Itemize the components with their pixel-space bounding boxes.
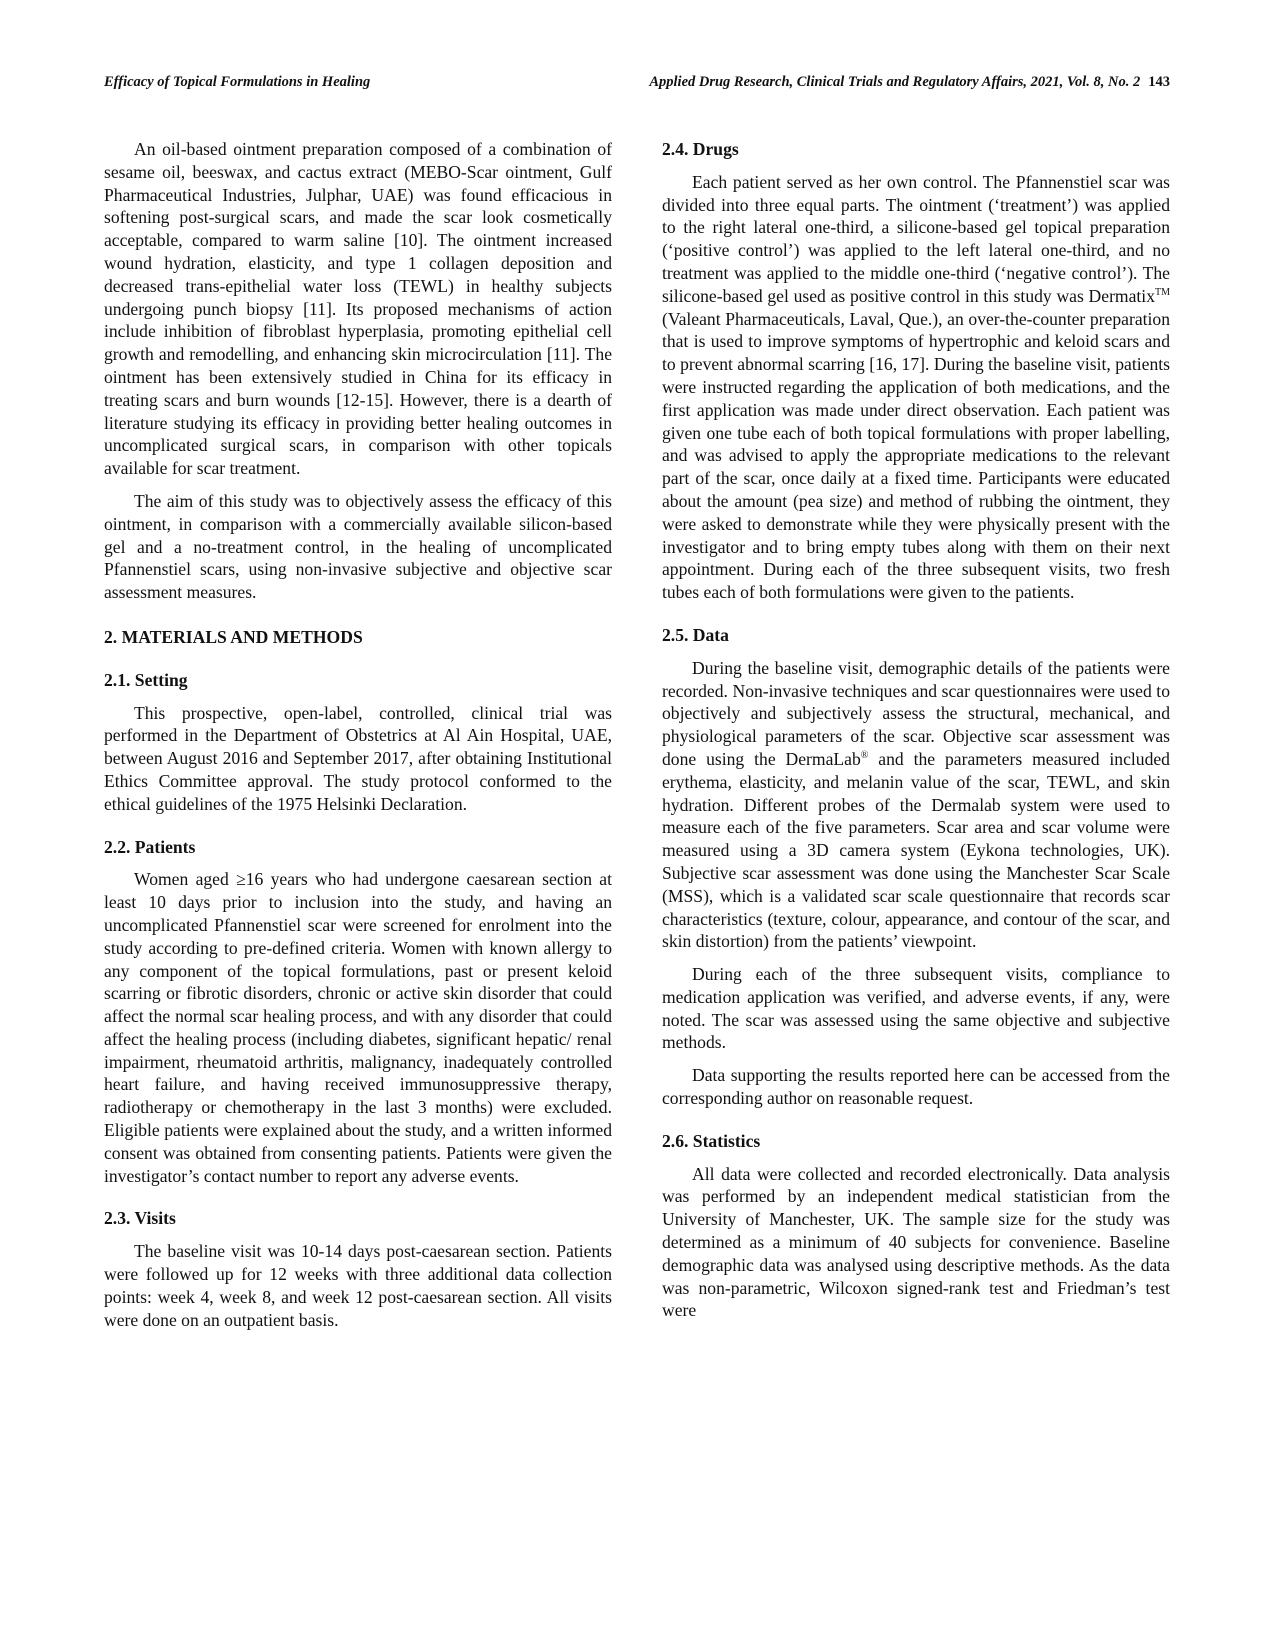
subsection-heading-statistics: 2.6. Statistics — [662, 1130, 761, 1151]
page-number: 143 — [1148, 74, 1170, 90]
right-column — [662, 138, 1170, 1332]
subsection-heading-visits: 2.3. Visits — [104, 1208, 176, 1229]
subsection-heading-patients: 2.2. Patients — [104, 836, 196, 857]
data-paragraph-1 — [662, 657, 1170, 953]
subsection-heading-data: 2.5. Data — [662, 624, 729, 645]
drugs-text-b: (Valeant Pharmaceuticals, Laval, Que.), an over-the-counter preparation that is used to improve symptoms of hypertrophic and keloid scars and to prevent abnormal scarring [16, 17]. During the baseline visit, patients were instructed regarding the application of both medications, and the first application was made under direct observation. Each patient was given one tube each of both topical formulations with proper labelling, and was advised to apply the appropriate medications to the relevant part of the scar, once daily at a fixed time. Participants were educated about the amount (pea size) and method of rubbing the ointment, they were asked to demonstrate while they were physically present with the investigator and to bring empty tubes along with them on their next appointment. During each of the three subsequent visits, two fresh tubes each of both formulations were given to the patients. — [662, 308, 1170, 603]
subsection-heading-setting: 2.1. Setting — [104, 669, 188, 690]
registered-mark: ® — [860, 750, 869, 762]
visits-paragraph: The baseline visit was 10-14 days post-caesarean section. Patients were followed up for 12 weeks with three additional data collection points: week 4, week 8, and week 12 post-caesarean section. All visits were done on an outpatient basis. — [104, 1241, 612, 1330]
intro-paragraph-1: An oil-based ointment preparation composed of a combination of sesame oil, beeswax, and cactus extract (MEBO-Scar ointment, Gulf Pharmaceutical Industries, Julphar, UAE) was found efficacious in softening post-surgical scars, and made the scar look cosmetically acceptable, compared to warm saline [10]. The ointment increased wound hydration, elasticity, and type 1 collagen deposition and decreased trans-epithelial water loss (TEWL) in healthy subjects undergoing punch biopsy [11]. Its proposed mechanisms of action include inhibition of fibroblast hyperplasia, promoting epithelial cell growth and remodelling, and enhancing skin microcirculation [11]. The ointment has been extensively studied in China for its efficacy in treating scars and burn wounds [12-15]. However, there is a dearth of literature studying its efficacy in providing better healing outcomes in uncomplicated surgical scars, in comparison with other topicals available for scar treatment. — [104, 139, 612, 479]
trademark-mark: TM — [1155, 286, 1170, 298]
journal-citation — [649, 74, 1170, 91]
data-paragraph-3: Data supporting the results reported here can be accessed from the corresponding author on reasonable request. — [662, 1065, 1170, 1109]
statistics-paragraph: All data were collected and recorded electronically. Data analysis was performed by an independent medical statistician from the University of Manchester, UK. The sample size for the study was determined as a minimum of 40 subjects for convenience. Baseline demographic data was analysed using descriptive methods. As the data was non-parametric, Wilcoxon signed-rank test and Friedman’s test were — [662, 1163, 1170, 1321]
subsection-heading-drugs: 2.4. Drugs — [662, 139, 739, 159]
patients-paragraph: Women aged ≥16 years who had undergone caesarean section at least 10 days prior to inclusion into the study, and having an uncomplicated Pfannenstiel scar were screened for enrolment into the study according to pre-defined criteria. Women with known allergy to any component of the topical formulations, past or present keloid scarring or fibrotic disorders, chronic or active skin disorder that could affect the normal scar healing process, and with any disorder that could affect the healing process (including diabetes, significant hepatic/ renal impairment, rheumatoid arthritis, malignancy, inadequately controlled heart failure, and having received immunosuppressive therapy, radiotherapy or chemotherapy in the last 3 months) were excluded. Eligible patients were explained about the study, and a written informed consent was obtained from consenting patients. Patients were given the investigator’s contact number to report any adverse events. — [104, 869, 612, 1186]
intro-paragraph-2: The aim of this study was to objectively assess the efficacy of this ointment, in comparison with a commercially available silicon-based gel and a no-treatment control, in the healing of uncomplicated Pfannenstiel scars, using non-invasive subjective and objective scar assessment measures. — [104, 490, 612, 603]
journal-name: Applied Drug Research, Clinical Trials and Regulatory Affairs, 2021, Vol. 8, No. 2 — [649, 74, 1141, 90]
section-heading-materials-methods: 2. MATERIALS AND METHODS — [104, 626, 363, 647]
drugs-paragraph — [662, 171, 1170, 604]
running-header — [104, 74, 1170, 98]
setting-paragraph: This prospective, open-label, controlled, clinical trial was performed in the Department of Obstetrics at Al Ain Hospital, UAE, between August 2016 and September 2017, after obtaining Institutional Ethics Committee approval. The study protocol conformed to the ethical guidelines of the 1975 Helsinki Declaration. — [104, 702, 612, 814]
data-text-a: During the baseline visit, demographic details of the patients were recorded. Non-invasive techniques and scar questionnaires were used to objectively and subjectively assess the structural, mechanical, and physiological parameters of the scar. Objective scar assessment was done using the DermaLab — [662, 657, 1170, 769]
running-title: Efficacy of Topical Formulations in Healing — [104, 74, 371, 90]
left-column — [104, 138, 612, 1341]
drugs-text-a: Each patient served as her own control. The Pfannenstiel scar was divided into three equal parts. The ointment (‘treatment’) was applied to the right lateral one-third, a silicone-based gel topical preparation (‘positive control’) was applied to the left lateral one-third, and no treatment was applied to the middle one-third (‘negative control’). The silicone-based gel used as positive control in this study was Dermatix — [662, 171, 1170, 306]
data-paragraph-2: During each of the three subsequent visits, compliance to medication application was verified, and adverse events, if any, were noted. The scar was assessed using the same objective and subjective methods. — [662, 964, 1170, 1053]
data-text-b: and the parameters measured included erythema, elasticity, and melanin value of the scar, TEWL, and skin hydration. Different probes of the Dermalab system were used to measure each of the five parameters. Scar area and scar volume were measured using a 3D camera system (Eykona technologies, UK). Subjective scar assessment was done using the Manchester Scar Scale (MSS), which is a validated scar scale questionnaire that records scar characteristics (texture, colour, appearance, and contour of the scar, and skin distortion) from the patients’ viewpoint. — [662, 748, 1170, 952]
